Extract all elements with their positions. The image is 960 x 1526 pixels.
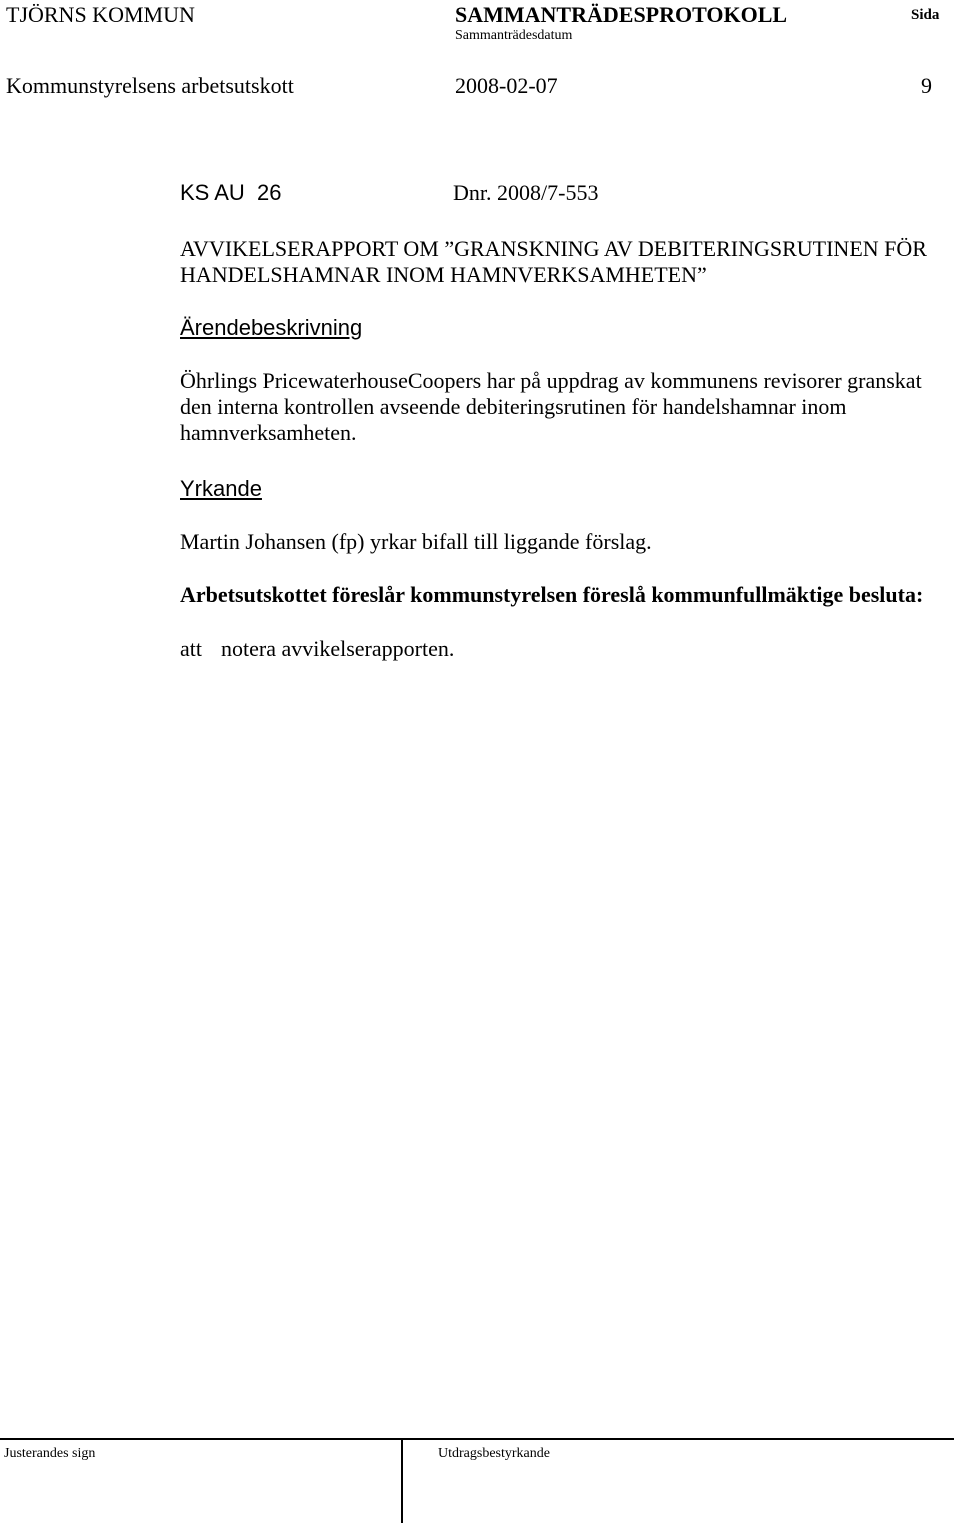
- case-id: KS AU 26: [180, 180, 282, 205]
- extract-label: Utdragsbestyrkande: [438, 1446, 550, 1461]
- proposal-text: Arbetsutskottet föreslår kommunstyrelsen föreslå kommunfullmäktige besluta:: [180, 582, 924, 607]
- description-heading: Ärendebeskrivning: [180, 315, 363, 340]
- protocol-title: SAMMANTRÄDESPROTOKOLL: [455, 2, 788, 27]
- committee-name: Kommunstyrelsens arbetsutskott: [6, 73, 294, 98]
- signature-label: Justerandes sign: [4, 1446, 96, 1461]
- decision-prefix: att: [180, 636, 202, 661]
- decision-text: notera avvikelserapporten.: [221, 636, 455, 661]
- case-title: AVVIKELSERAPPORT OM ”GRANSKNING AV DEBITERINGSRUTINEN FÖR HANDELSHAMNAR INOM HAMNVERKSAMHETEN”: [180, 236, 927, 287]
- meeting-date-label: Sammanträdesdatum: [455, 28, 573, 43]
- organization-name: TJÖRNS KOMMUN: [6, 2, 195, 27]
- meeting-date: 2008-02-07: [455, 73, 558, 98]
- page-number: 9: [921, 73, 932, 98]
- footer-divider: [0, 1438, 954, 1440]
- motion-heading: Yrkande: [180, 476, 262, 501]
- footer-column-divider: [401, 1440, 403, 1523]
- case-dnr: Dnr. 2008/7-553: [453, 180, 599, 205]
- description-text: Öhrlings PricewaterhouseCoopers har på uppdrag av kommunens revisorer granskat den interna kontrollen avseende debiteringsrutinen för handelshamnar inom hamnverksamheten.: [180, 368, 922, 445]
- motion-text: Martin Johansen (fp) yrkar bifall till liggande förslag.: [180, 529, 652, 554]
- page-label: Sida: [911, 7, 940, 23]
